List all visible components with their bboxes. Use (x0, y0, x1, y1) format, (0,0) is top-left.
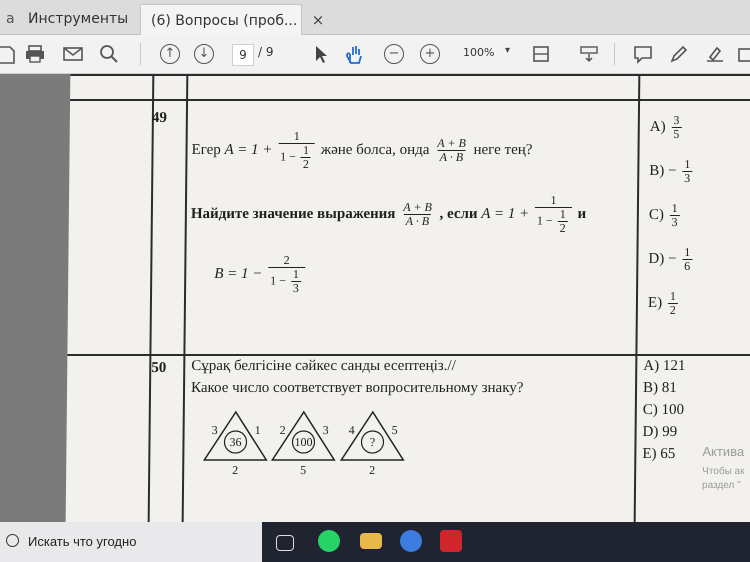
answer-label: E) (642, 446, 657, 462)
frac-num: 2 (283, 253, 290, 267)
frac-num: 1 (669, 289, 677, 303)
answer-option (643, 402, 723, 424)
table-column-border (182, 74, 188, 522)
zoom-level[interactable]: 100% (463, 46, 495, 59)
ru-prefix: Найдите значение выражения (190, 205, 396, 222)
ru-mid: , если (439, 205, 478, 222)
triangle-center-value: ? (369, 435, 376, 449)
page-down-icon[interactable]: ↓ (194, 44, 214, 64)
tab-document-label: (6) Вопросы (проб... (151, 13, 298, 29)
inner-fraction (301, 144, 311, 171)
frac-den (535, 207, 572, 235)
frac-den: 2 (559, 221, 566, 235)
frac-den (268, 267, 305, 295)
answer-fraction (668, 290, 678, 317)
frac-num: 1 (293, 129, 300, 143)
search-input[interactable]: Искать что угодно (28, 534, 137, 549)
toolbar-divider (614, 43, 615, 65)
comment-icon[interactable] (632, 43, 654, 65)
answer-label: D) (642, 424, 659, 440)
answer-label: C) (642, 402, 658, 418)
question-number: 49 (151, 110, 167, 126)
tab-tools[interactable]: Инструменты (28, 11, 129, 27)
zoom-out-icon[interactable]: − (384, 44, 404, 64)
table-row-border (67, 354, 750, 356)
fraction-ab (401, 201, 434, 228)
answer-fraction (682, 158, 692, 185)
frac-num: 1 (550, 193, 557, 207)
activation-watermark: раздел " (701, 480, 741, 491)
frac-num: 1 (302, 143, 310, 157)
question-number: 50 (151, 360, 167, 376)
answer-option (649, 202, 739, 246)
answer-label: D) (648, 250, 665, 267)
answer-value: 100 (661, 402, 685, 418)
answer-fraction (682, 246, 692, 273)
question-text-ru (191, 194, 587, 235)
chevron-down-icon[interactable]: ▾ (505, 45, 511, 56)
table-column-border (634, 74, 640, 522)
frac-den: 2 (302, 157, 309, 171)
hand-tool-icon[interactable] (344, 43, 366, 65)
triangle-left-value: 4 (348, 423, 355, 437)
answer-sign: − (667, 162, 677, 179)
keyboard-scroll-icon[interactable] (578, 43, 600, 65)
fit-page-icon[interactable] (530, 43, 552, 65)
fraction-ab (435, 137, 468, 164)
expr-a: A = 1 + (481, 205, 530, 222)
answer-value: 121 (662, 358, 686, 374)
table-column-border (148, 74, 154, 522)
chrome-icon[interactable] (400, 530, 422, 552)
page-number-input[interactable]: 9 (232, 44, 254, 66)
frac-den-prefix: 1 − (280, 149, 297, 164)
frac-den: 5 (673, 127, 680, 141)
page-up-icon[interactable]: ↑ (160, 44, 180, 64)
expr-b: B = 1 − (214, 265, 263, 282)
triangle-center-value: 100 (294, 435, 313, 449)
kz-prefix: Егер (191, 141, 221, 158)
select-cursor-icon[interactable] (310, 43, 332, 65)
answer-option (649, 114, 739, 158)
answer-fraction (669, 202, 679, 229)
frac-num: A + B (403, 200, 432, 214)
answer-label: E) (647, 294, 663, 311)
triangle-bottom-value: 5 (300, 463, 307, 477)
ru-and: и (577, 205, 587, 222)
kz-suffix: неге тең? (473, 141, 533, 158)
print-icon[interactable] (24, 43, 46, 65)
table-top-border (70, 74, 750, 76)
answer-option (643, 380, 723, 402)
expr-a: A = 1 + (224, 141, 273, 158)
answer-value: 81 (661, 380, 677, 396)
save-icon[interactable] (0, 43, 16, 65)
tab-document[interactable] (140, 4, 325, 35)
inner-fraction (558, 208, 568, 235)
inner-fraction (291, 268, 301, 295)
frac-num: 1 (671, 201, 678, 215)
answer-label: A) (649, 118, 666, 135)
sign-icon[interactable] (704, 43, 726, 65)
answer-label: C) (648, 206, 664, 223)
triangle-puzzle (202, 408, 413, 478)
toolbar-divider (140, 43, 141, 65)
search-icon[interactable] (98, 43, 120, 65)
frac-num: A + B (437, 136, 466, 150)
kz-mid: және болса, онда (320, 141, 430, 158)
frac-den: 6 (684, 259, 691, 273)
tab-close-icon[interactable]: × (311, 11, 325, 29)
frac-den: 2 (669, 303, 676, 317)
triangle-bottom-value: 2 (369, 463, 376, 477)
frac-num: 3 (673, 113, 680, 127)
answer-value: 99 (662, 424, 678, 440)
taskbar-search[interactable] (0, 522, 262, 562)
triangle-right-value: 3 (322, 423, 329, 437)
frac-den-prefix: 1 − (270, 273, 286, 288)
answer-option (649, 158, 739, 202)
fraction-a (278, 130, 315, 171)
answer-option (643, 358, 723, 380)
tab-bar (0, 0, 750, 35)
page-separator: / (258, 45, 263, 59)
triangle-left-value: 3 (211, 423, 218, 437)
answer-option (648, 246, 738, 290)
file-explorer-icon[interactable] (360, 533, 382, 549)
answer-label: A) (643, 358, 660, 374)
task-view-icon[interactable] (276, 535, 294, 551)
frac-num: 1 (559, 207, 566, 221)
triangle-center-value: 36 (229, 435, 242, 449)
triangle-left-value: 2 (279, 423, 286, 437)
fraction-a (535, 194, 572, 235)
triangle-right-value: 5 (391, 423, 398, 437)
answers-49 (648, 114, 740, 334)
answer-sign: − (667, 250, 677, 267)
activation-watermark: Чтобы ак (702, 466, 745, 477)
search-icon (6, 534, 19, 547)
frac-num: 1 (292, 267, 300, 281)
document-pane[interactable] (0, 74, 750, 522)
answer-label: B) (642, 380, 659, 396)
answer-option (648, 290, 738, 334)
frac-den: A · B (405, 214, 430, 228)
tab-partial[interactable]: а (6, 11, 15, 27)
expression-b (214, 254, 307, 295)
zoom-in-icon[interactable]: + (420, 44, 440, 64)
answer-value: 65 (660, 446, 676, 462)
frac-den-prefix: 1 − (536, 213, 553, 228)
question-text-ru: Какое число соответствует вопросительному знаку? (190, 380, 524, 396)
fraction-b (268, 254, 305, 295)
table-row-border (70, 99, 750, 101)
toolbar (0, 35, 750, 74)
acrobat-icon[interactable] (440, 530, 462, 552)
pdf-page (66, 74, 750, 522)
share-icon[interactable] (736, 43, 750, 65)
triangle-right-value: 1 (254, 423, 261, 437)
frac-den: 3 (684, 171, 691, 185)
page-total (258, 45, 274, 59)
frac-den: 3 (292, 281, 299, 295)
pen-icon[interactable] (668, 43, 690, 65)
frac-num: 1 (684, 157, 691, 171)
triangle-bottom-value: 2 (232, 463, 239, 477)
question-text-kz (191, 130, 532, 171)
frac-num: 1 (684, 245, 691, 259)
activation-watermark: Актива (702, 444, 745, 459)
question-text-kz: Сұрақ белгісіне сәйкес санды есептеңіз.// (191, 358, 456, 374)
frac-den: A · B (439, 150, 464, 164)
taskbar (0, 522, 750, 562)
answer-fraction (671, 114, 681, 141)
whatsapp-icon[interactable] (318, 530, 340, 552)
frac-den: 3 (671, 215, 678, 229)
page-total-value: 9 (265, 45, 274, 59)
frac-den (278, 143, 315, 171)
mail-icon[interactable] (62, 43, 84, 65)
answer-label: B) (649, 162, 665, 179)
answer-option (642, 424, 722, 446)
